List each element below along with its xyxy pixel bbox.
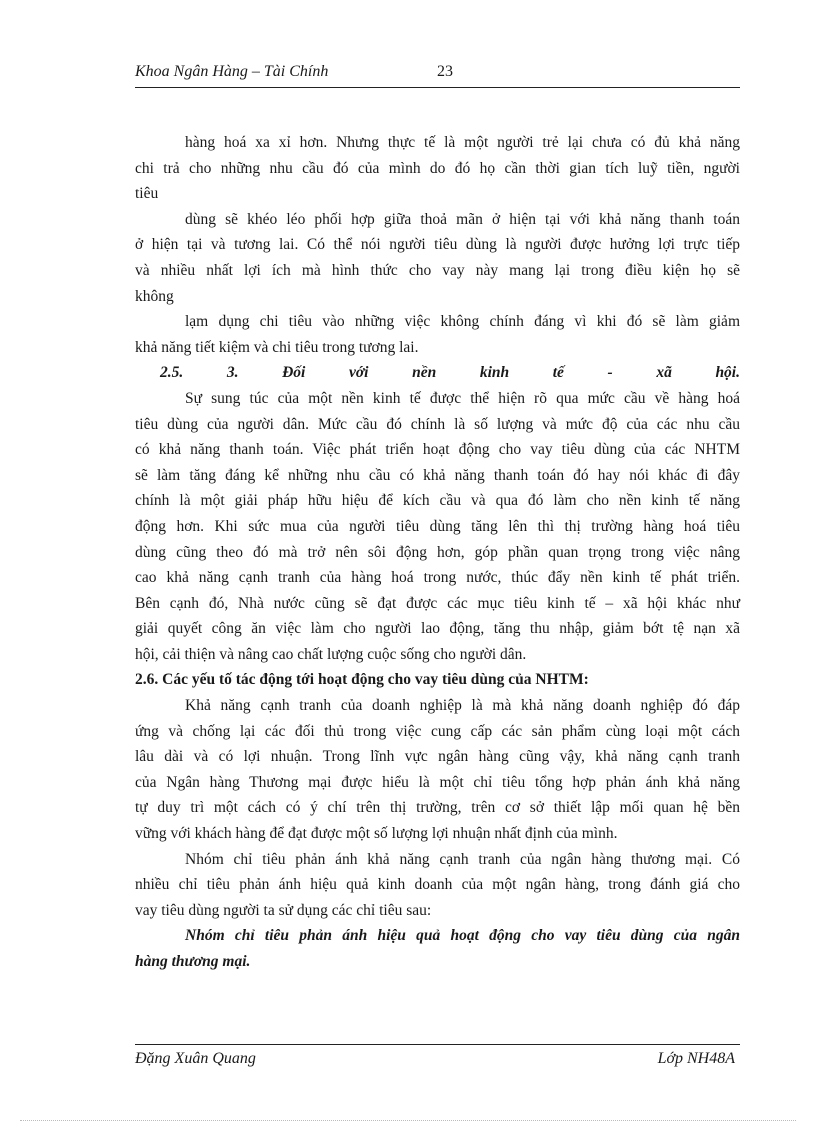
text-line: tiêu (135, 185, 159, 203)
text-line: tiêu dùng của người dân. Mức cầu đó chính là số lượng và mức độ của các nhu cầu (135, 415, 740, 433)
text-line: chi trả cho những nhu cầu đó của mình do đó họ cần thời gian tích luỹ tiền, người (135, 159, 740, 177)
emphasis-line: hàng thương mại. (135, 953, 251, 970)
text-line: chính là một giải pháp hữu hiệu để kích cầu và qua đó làm cho nền kinh tế năng (135, 492, 740, 510)
footer-class: Lớp NH48A (657, 1050, 735, 1067)
text-line: Nhóm chỉ tiêu phản ánh khả năng cạnh tranh của ngân hàng thương mại. Có (185, 850, 740, 868)
text-line: khả năng tiết kiệm và chi tiêu trong tương lai. (135, 338, 419, 356)
text-line: giải quyết công ăn việc làm cho người lao động, tăng thu nhập, giảm bớt tệ nạn xã (135, 620, 740, 638)
text-line: có khả năng thanh toán. Việc phát triển hoạt động cho vay tiêu dùng của các NHTM (135, 441, 740, 459)
text-line: Khả năng cạnh tranh của doanh nghiệp là mà khả năng doanh nghiệp đó đáp (185, 697, 740, 715)
text-line: không (135, 287, 174, 305)
text-line: và nhiều nhất lợi ích mà hình thức cho vay này mang lại trong điều kiện họ sẽ (135, 261, 740, 279)
text-line: lạm dụng chi tiêu vào những việc không chính đáng vì khi đó sẽ làm giảm (185, 313, 740, 331)
text-line: hội, cải thiện và nâng cao chất lượng cuộc sống cho người dân. (135, 645, 527, 663)
text-line: vững với khách hàng để đạt được một số lượng lợi nhuận nhất định của mình. (135, 825, 618, 843)
footer-author: Đặng Xuân Quang (135, 1050, 256, 1067)
text-line: Sự sung túc của một nền kinh tế được thể hiện rõ qua mức cầu về hàng hoá (185, 389, 740, 407)
page-number: 23 (437, 63, 453, 80)
text-line: ứng và chống lại các đối thủ trong việc cung cấp các sản phẩm cùng loại một cách (135, 722, 740, 740)
text-line: lâu dài và có lợi nhuận. Trong lĩnh vực ngân hàng cũng vậy, khả năng cạnh tranh (135, 748, 740, 766)
text-line: Bên cạnh đó, Nhà nước cũng sẽ đạt được các mục tiêu kinh tế – xã hội khác như (135, 594, 740, 612)
text-line: của Ngân hàng Thương mại được hiểu là một chỉ tiêu tổng hợp phản ánh khả năng (135, 773, 740, 791)
text-line: vay tiêu dùng người ta sử dụng các chỉ tiêu sau: (135, 901, 432, 919)
page-header (135, 63, 740, 88)
section-heading-2-6: 2.6. Các yếu tố tác động tới hoạt động cho vay tiêu dùng của NHTM: (135, 671, 589, 689)
page-footer (135, 1044, 740, 1071)
emphasis-line: Nhóm chỉ tiêu phản ánh hiệu quả hoạt động cho vay tiêu dùng của ngân (185, 927, 740, 945)
header-department: Khoa Ngân Hàng – Tài Chính (135, 63, 329, 80)
text-line: sẽ làm tăng đáng kể những nhu cầu có khả năng thanh toán đó hay nói khác đi đây (135, 466, 740, 484)
section-heading-2-5: 2.5. 3. Đối với nền kinh tế - xã hội. (160, 364, 740, 382)
text-line: tự duy trì một cách có ý chí trên thị trường, trên cơ sở thiết lập mối quan hệ bền (135, 799, 740, 817)
text-line: dùng sẽ khéo léo phối hợp giữa thoả mãn ở hiện tại với khả năng thanh toán (185, 210, 740, 228)
text-line: động hơn. Khi sức mua của người tiêu dùng tăng lên thì thị trường hàng hoá tiêu (135, 517, 740, 535)
text-line: nhiều chỉ tiêu phản ánh hiệu quả kinh doanh của một ngân hàng, trong đánh giá cho (135, 876, 740, 894)
document-body (135, 130, 740, 975)
text-line: ở hiện tại và tương lai. Có thể nói người tiêu dùng là người được hưởng lợi trực tiếp (135, 236, 740, 254)
text-line: dùng cũng theo đó mà trở nên sôi động hơn, góp phần quan trọng trong việc nâng (135, 543, 740, 561)
page-bottom-divider (20, 1120, 796, 1121)
text-line: cao khả năng cạnh tranh của hàng hoá trong nước, thúc đẩy nền kinh tế phát triển. (135, 569, 740, 587)
text-line: hàng hoá xa xỉ hơn. Nhưng thực tế là một người trẻ lại chưa có đủ khả năng (185, 134, 740, 151)
